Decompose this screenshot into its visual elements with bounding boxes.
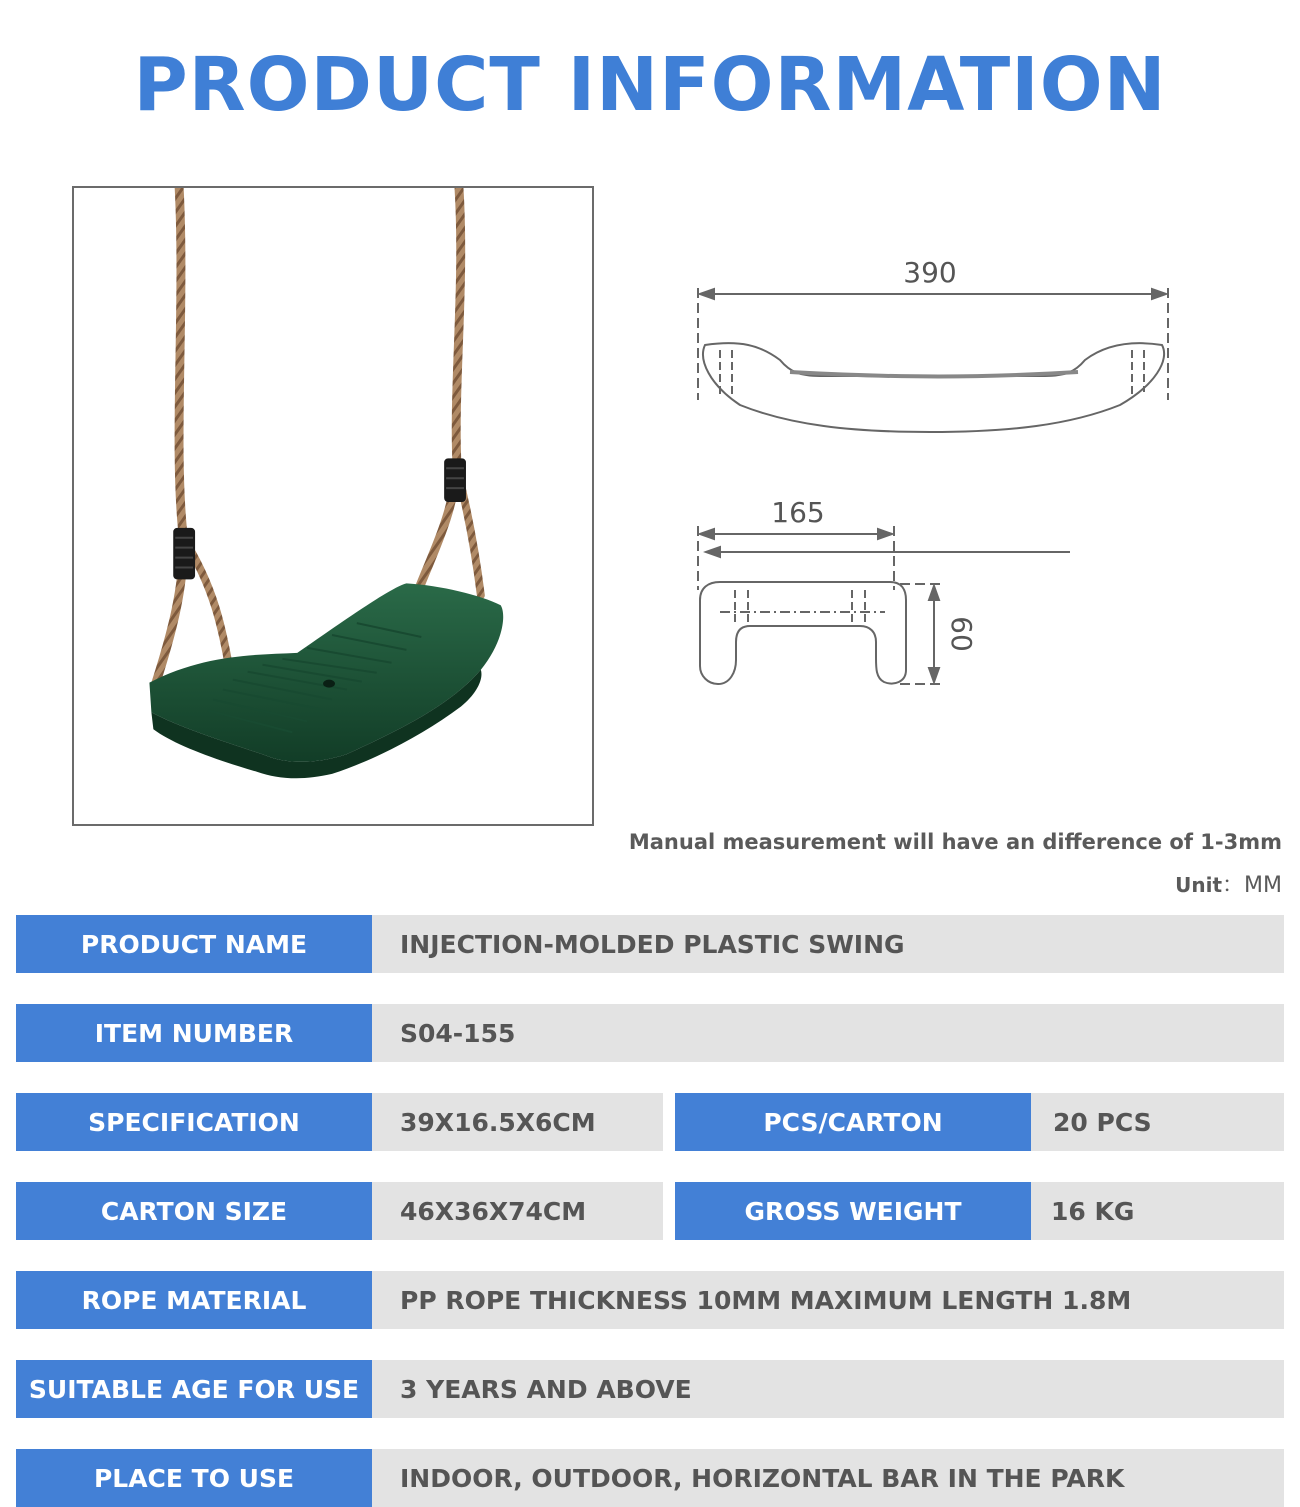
length-label: 390 [903,256,957,289]
left-rope [155,188,183,684]
spec-row-place-to-use [16,1449,1284,1507]
unit-value: MM [1244,873,1282,898]
spec-value: 46X36X74CM [372,1182,663,1240]
spec-row-specification [16,1093,1284,1151]
spec-value: 20 PCS [1031,1093,1284,1151]
dimension-drawing [680,250,1200,700]
width-label: 165 [771,496,825,529]
measurement-note: Manual measurement will have an difference of 1-3mm [628,830,1282,854]
left-rope-clip [173,528,195,580]
spec-value: 3 YEARS AND ABOVE [372,1360,1284,1418]
swing-illustration [74,188,592,824]
spec-row-carton-size [16,1182,1284,1240]
right-rope-clip [444,458,466,502]
spec-row-item-number [16,1004,1284,1062]
spec-value: PP ROPE THICKNESS 10MM MAXIMUM LENGTH 1.8M [372,1271,1284,1329]
right-rope [416,188,460,595]
spec-label: ITEM NUMBER [16,1004,372,1062]
spec-value: 16 KG [1031,1182,1284,1240]
spec-value: 39X16.5X6CM [372,1093,663,1151]
spec-label: PCS/CARTON [675,1093,1031,1151]
spec-label: PLACE TO USE [16,1449,372,1507]
spec-row-suitable-age [16,1360,1284,1418]
spec-label: ROPE MATERIAL [16,1271,372,1329]
unit-line [1175,868,1282,899]
spec-label: SPECIFICATION [16,1093,372,1151]
spec-value: INDOOR, OUTDOOR, HORIZONTAL BAR IN THE PARK [372,1449,1284,1507]
product-photo [72,186,594,826]
spec-label: CARTON SIZE [16,1182,372,1240]
unit-separator: ： [1222,873,1245,898]
spec-label: PRODUCT NAME [16,915,372,973]
page-title: PRODUCT INFORMATION [133,42,1167,128]
spec-value: S04-155 [372,1004,1284,1062]
spec-label: GROSS WEIGHT [675,1182,1031,1240]
spec-value: INJECTION-MOLDED PLASTIC SWING [372,915,1284,973]
unit-label: Unit [1175,873,1223,897]
height-label: 60 [945,616,978,652]
swing-seat [149,583,503,778]
spec-row-rope-material [16,1271,1284,1329]
spec-row-product-name [16,915,1284,973]
spec-label: SUITABLE AGE FOR USE [16,1360,372,1418]
